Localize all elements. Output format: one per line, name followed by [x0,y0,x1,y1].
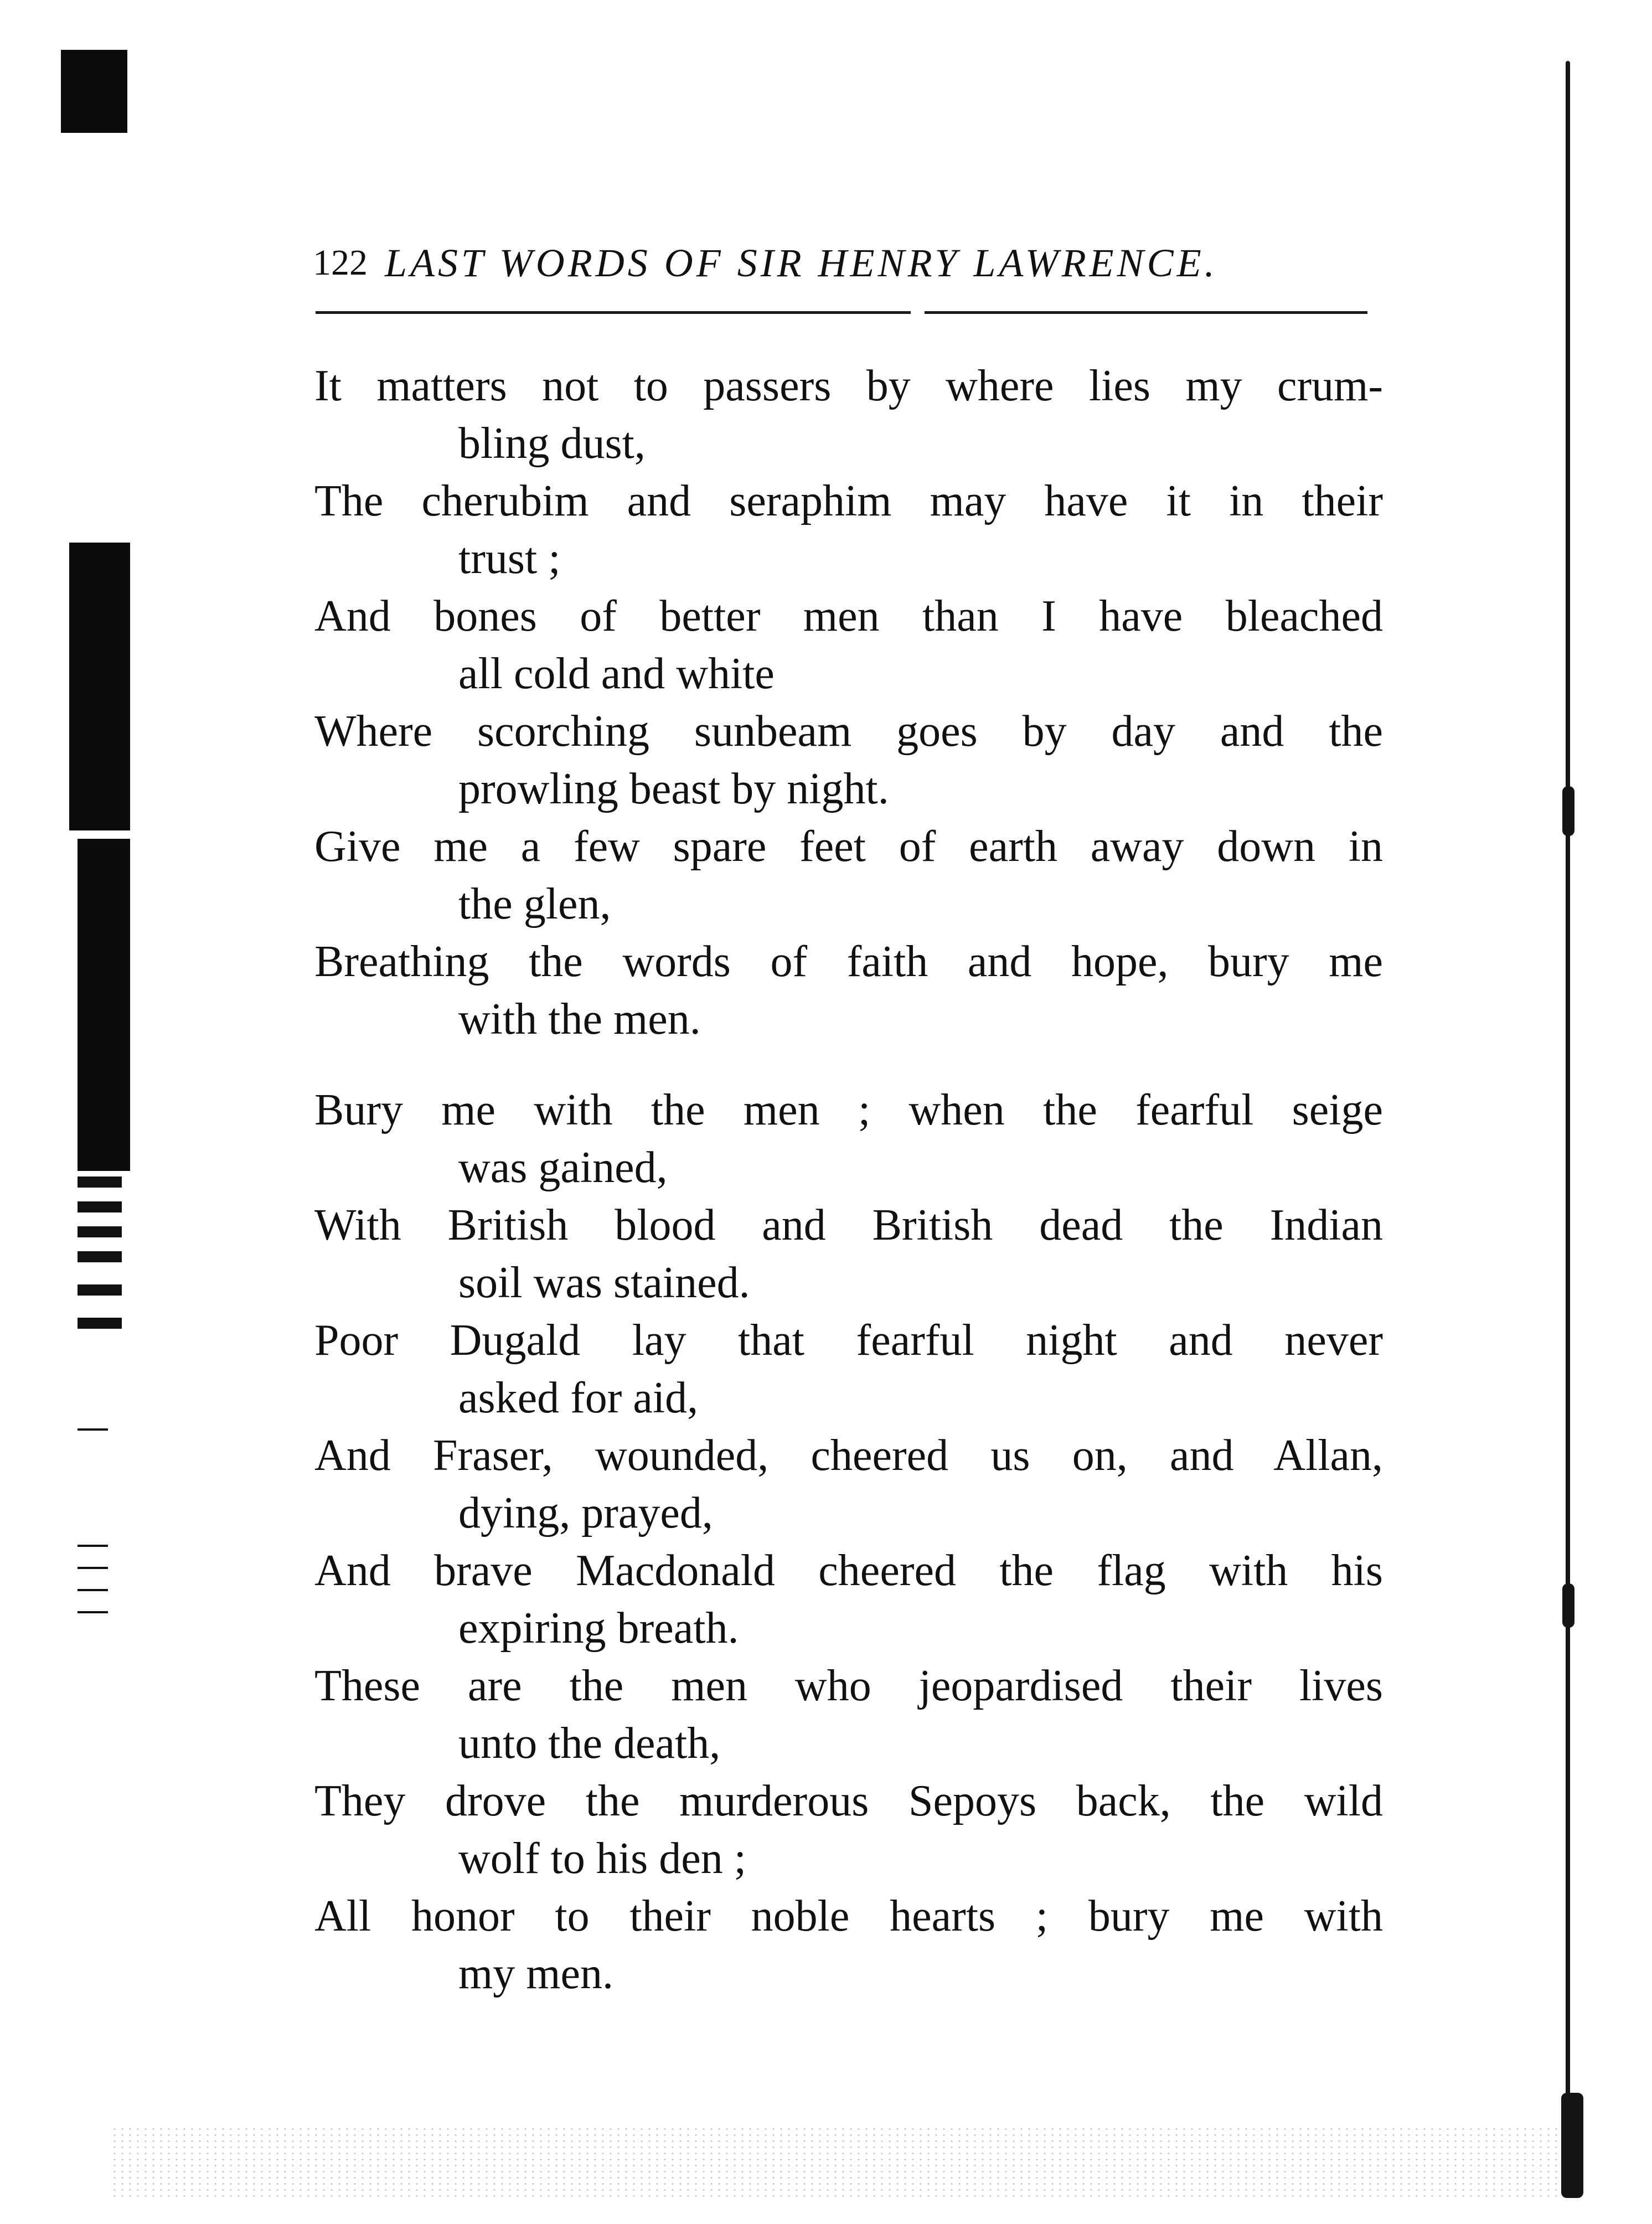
scan-artifact-tick [78,1251,122,1262]
page-number: 122 [313,242,368,283]
verse-continuation: with the men. [458,995,701,1044]
header-rule-left [316,311,911,314]
verse-line: Bury me with the men ; when the fearful seige [314,1086,1383,1134]
verse-continuation: soil was stained. [458,1258,750,1307]
scan-artifact-tick [78,1201,122,1212]
scan-artifact-blob [1561,2093,1583,2198]
verse-continuation: was gained, [458,1143,668,1192]
verse-line: Breathing the words of faith and hope, bury me [314,937,1383,986]
verse-continuation: trust ; [458,534,561,583]
verse-line: With British blood and British dead the Indian [314,1201,1383,1250]
scan-artifact-blob [1562,786,1574,836]
verse-line: And bones of better men than I have bleached [314,592,1383,641]
scan-artifact-tick [78,1545,108,1547]
running-title: LAST WORDS OF SIR HENRY LAWRENCE. [385,241,1218,285]
scan-artifact-tick [78,1318,122,1329]
scan-artifact-tick [78,1589,108,1591]
verse-continuation: my men. [458,1949,613,1998]
verse-continuation: the glen, [458,880,611,928]
verse-line: And Fraser, wounded, cheered us on, and Allan, [314,1431,1383,1480]
scan-artifact-blob [1562,1583,1574,1628]
verse-continuation: wolf to his den ; [458,1834,746,1883]
scan-artifact-tick [78,1611,108,1613]
verse-line: Give me a few spare feet of earth away down in [314,822,1383,871]
verse-line: And brave Macdonald cheered the flag with his [314,1546,1383,1595]
scan-artifact-bar [61,50,127,133]
verse-line: They drove the murderous Sepoys back, the wild [314,1777,1383,1825]
verse-line: All honor to their noble hearts ; bury me with [314,1892,1383,1941]
verse-continuation: prowling beast by night. [458,765,889,813]
verse-line: Where scorching sunbeam goes by day and the [314,707,1383,756]
page-gutter-line [1566,61,1570,2176]
scan-artifact-tick [78,1226,122,1237]
scan-artifact-bar [78,839,130,1171]
scan-artifact-bar [69,543,130,830]
scan-artifact-tick [78,1567,108,1569]
stanza-2 [314,1081,1383,2003]
verse-line: The cherubim and seraphim may have it in their [314,477,1383,525]
verse-line: These are the men who jeopardised their lives [314,1661,1383,1710]
verse-continuation: asked for aid, [458,1374,699,1422]
scan-speckle-band [111,2126,1561,2198]
scan-artifact-tick [78,1284,122,1296]
poem [314,357,1383,2003]
verse-line: Poor Dugald lay that fearful night and never [314,1316,1383,1365]
verse-continuation: expiring breath. [458,1604,739,1653]
verse-continuation: unto the death, [458,1719,721,1768]
scan-artifact-tick [78,1428,108,1431]
verse-continuation: all cold and white [458,649,775,698]
stanza-1 [314,357,1383,1048]
running-header [313,233,1381,293]
verse-continuation: bling dust, [458,419,646,468]
verse-line: It matters not to passers by where lies my crum- [314,362,1383,410]
header-rule-right [925,311,1367,314]
scan-artifact-tick [78,1176,122,1188]
verse-continuation: dying, prayed, [458,1489,713,1537]
